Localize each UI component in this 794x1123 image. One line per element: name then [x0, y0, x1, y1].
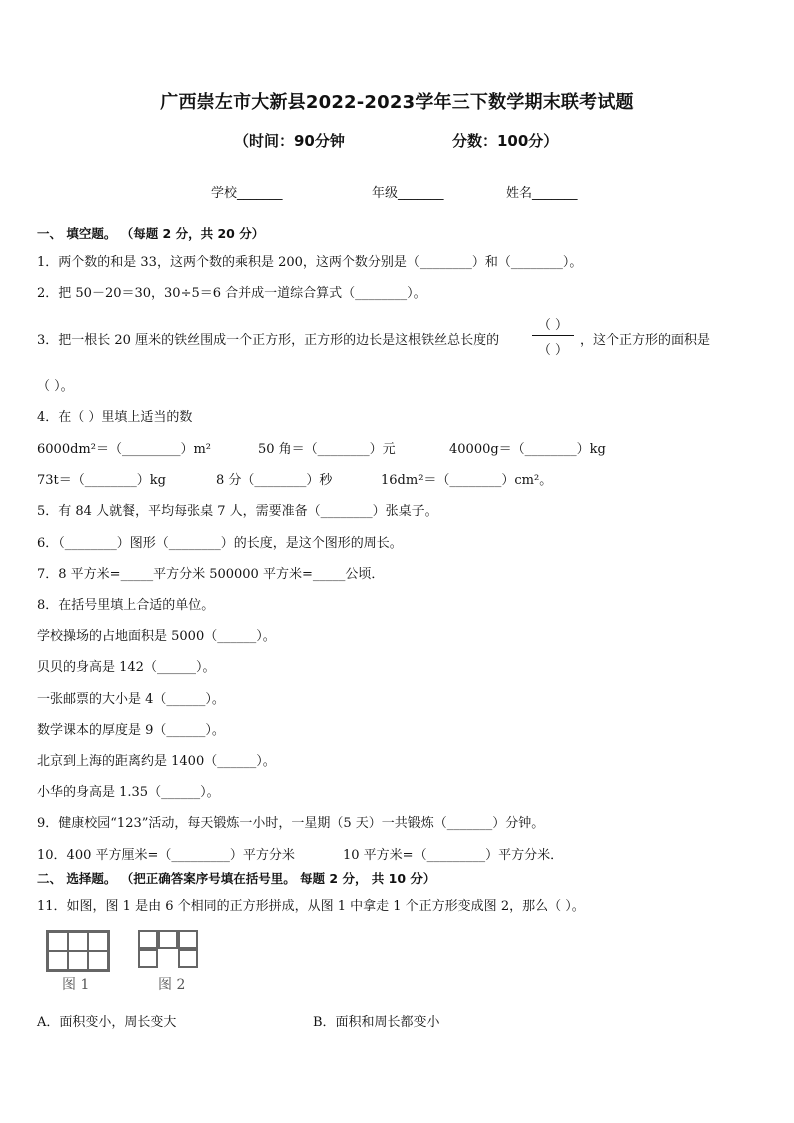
exam-time: （时间：90分钟 — [234, 132, 345, 150]
school-field: 学校_______ — [211, 186, 283, 201]
fraction-bar — [532, 335, 574, 336]
question-3-text: 3．把一根长 20 厘米的铁丝围成一个正方形，正方形的边长是这根铁丝总长度的 — [37, 333, 500, 348]
question-2: 2．把 50－20＝30，30÷5＝6 合并成一道综合算式（________）。 — [37, 286, 427, 301]
figure-1-grid — [46, 930, 110, 972]
question-3-fraction — [530, 314, 576, 358]
question-8-item-3: 一张邮票的大小是 4（______）。 — [37, 692, 225, 707]
figure-1-label: 图 1 — [62, 977, 90, 993]
figure-1-square — [48, 951, 68, 970]
figure-2-label: 图 2 — [158, 977, 186, 993]
question-6: 6．（________）图形（________）的长度，是这个图形的周长。 — [37, 536, 403, 551]
question-3-answer: （ ）。 — [37, 379, 74, 394]
question-8-item-5: 北京到上海的距离约是 1400（______）。 — [37, 754, 276, 769]
figure-1-square — [68, 932, 88, 951]
question-4-row1-c: 40000g＝（________）kg — [449, 442, 606, 457]
section-1-heading: 一、 填空题。 （每题 2 分，共 20 分） — [37, 226, 265, 241]
grade-field: 年级_______ — [372, 186, 444, 201]
question-4: 4．在（ ）里填上适当的数 — [37, 410, 193, 425]
question-11: 11．如图，图 1 是由 6 个相同的正方形拼成，从图 1 中拿走 1 个正方形变成图 2，那么（ ）。 — [37, 899, 585, 914]
figure-2-square — [178, 949, 198, 968]
figure-2-grid — [138, 930, 198, 968]
question-4-row2-c: 16dm²＝（________）cm²。 — [381, 473, 553, 488]
question-4-row1-a: 6000dm²＝（_________）m² — [37, 442, 211, 457]
question-3-text-2: ，这个正方形的面积是 — [580, 333, 711, 348]
figure-2-square — [138, 930, 158, 949]
figure-1-square — [88, 932, 108, 951]
question-4-row2-a: 73t＝（________）kg — [37, 473, 166, 488]
question-9: 9．健康校园“123”活动，每天锻炼一小时，一星期（5 天）一共锻炼（_______）分钟。 — [37, 816, 545, 831]
question-4-row1-b: 50 角＝（________）元 — [258, 442, 396, 457]
section-2-heading: 二、 选择题。 （把正确答案序号填在括号里。 每题 2 分， 共 10 分） — [37, 871, 436, 886]
figure-2-square — [158, 930, 178, 949]
figure-2-square — [178, 930, 198, 949]
fraction-numerator: （ ） — [537, 318, 569, 333]
option-a: A．面积变小，周长变大 — [37, 1015, 177, 1030]
question-8-item-2: 贝贝的身高是 142（______）。 — [37, 660, 216, 675]
question-4-row2-b: 8 分（________）秒 — [216, 473, 333, 488]
question-8-item-1: 学校操场的占地面积是 5000（______）。 — [37, 629, 276, 644]
question-7: 7．8 平方米=_____平方分米 500000 平方米=_____公顷． — [37, 567, 385, 582]
question-10-a: 10．400 平方厘米=（_________）平方分米 — [37, 848, 295, 863]
question-8-item-6: 小华的身高是 1.35（______）。 — [37, 785, 220, 800]
page-title: 广西崇左市大新县2022-2023学年三下数学期末联考试题 — [160, 92, 634, 113]
figure-1-square — [68, 951, 88, 970]
figure-2-square — [138, 949, 158, 968]
question-1: 1．两个数的和是 33，这两个数的乘积是 200，这两个数分别是（________）和（________）。 — [37, 255, 583, 270]
exam-score: 分数：100分） — [452, 132, 559, 150]
question-8-item-4: 数学课本的厚度是 9（______）。 — [37, 723, 225, 738]
fraction-denominator: （ ） — [537, 343, 569, 358]
question-10-b: 10 平方米=（_________）平方分米． — [343, 848, 564, 863]
name-field: 姓名_______ — [506, 186, 578, 201]
question-5: 5．有 84 人就餐，平均每张桌 7 人，需要准备（________）张桌子。 — [37, 504, 438, 519]
question-8: 8．在括号里填上合适的单位。 — [37, 598, 215, 613]
figure-1-square — [48, 932, 68, 951]
option-b: B．面积和周长都变小 — [313, 1015, 440, 1030]
figure-1-square — [88, 951, 108, 970]
